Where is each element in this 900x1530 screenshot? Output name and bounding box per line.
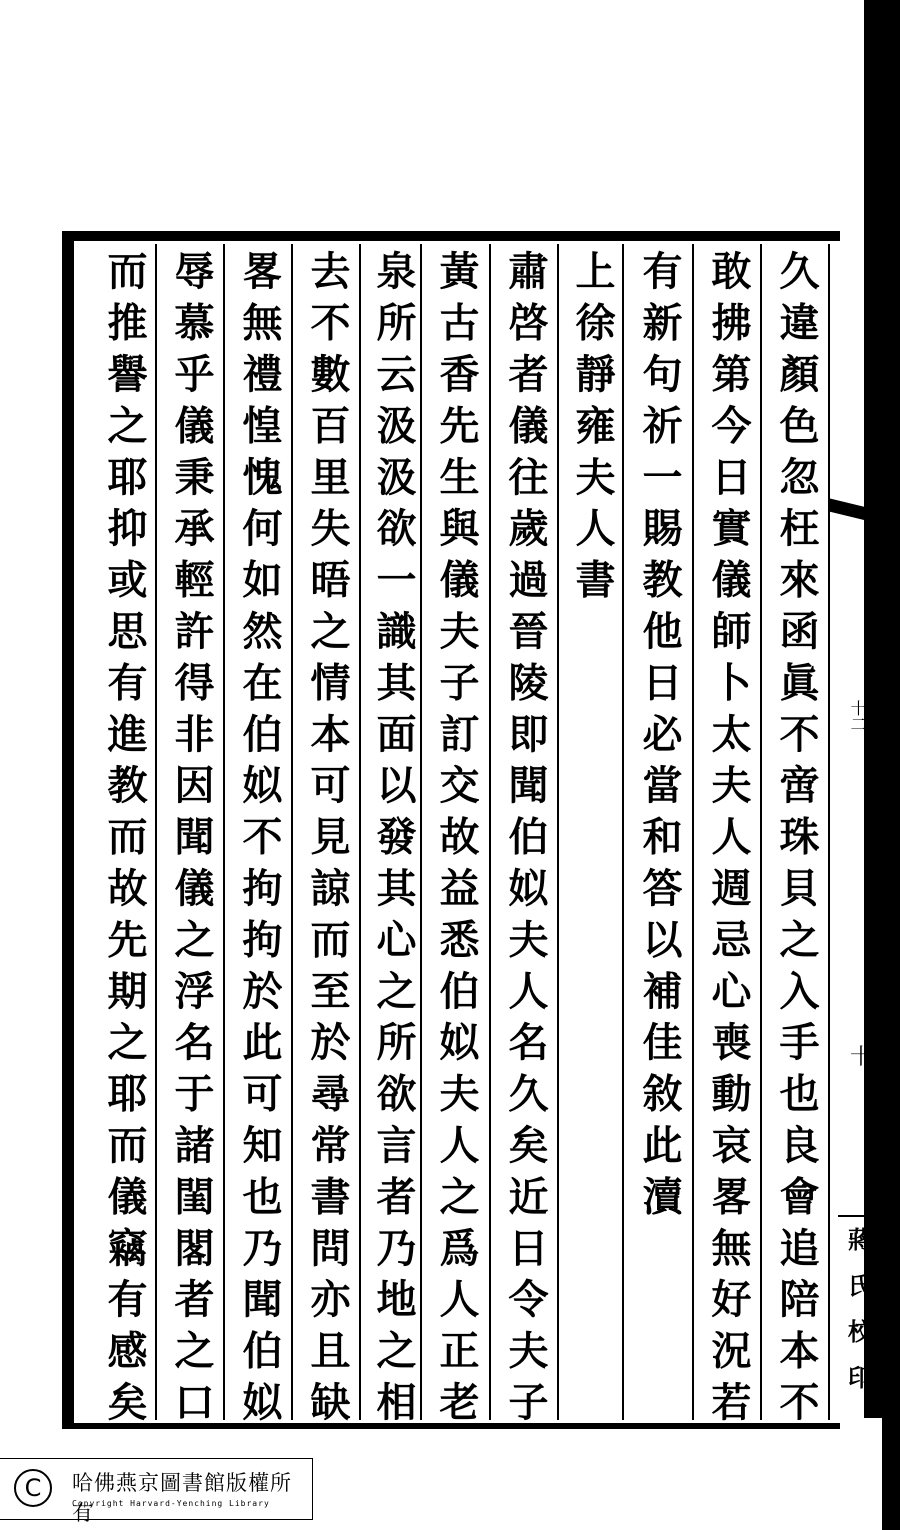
text-column: 去不數百里失晤之情本可見諒而至於尋常書問亦且缺	[304, 250, 351, 1433]
text-column: 泉所云汲汲欲一識其面以發其心之所欲言者乃地之相	[370, 250, 417, 1433]
text-column: 肅啓者儀往歲過晉陵即聞伯姒夫人名久矣近日令夫子	[502, 250, 549, 1433]
text-column: 畧無禮惶愧何如然在伯姒不拘拘於此可知也乃聞伯姒	[236, 250, 283, 1433]
text-column: 敢拂第今日實儀師卜太夫人週忌心喪動哀畧無好況若	[705, 250, 752, 1433]
text-column: 辱慕乎儀秉承輕許得非因聞儀之浮名于諸閨閣者之口	[168, 250, 215, 1433]
text-column: 有新句祈一賜教他日必當和答以補佳敘此瀆	[636, 250, 683, 1227]
text-column: 上徐靜雍夫人書	[569, 250, 616, 610]
page-number: 十二	[848, 700, 867, 732]
seal-character: 蔣	[848, 1225, 872, 1254]
spine-notch	[864, 1418, 882, 1530]
column-rule	[692, 244, 694, 1420]
copyright-chinese: 哈佛燕京圖書館版權所有	[72, 1471, 292, 1525]
copyright-banner	[0, 1458, 313, 1525]
copyright-icon: C	[14, 1469, 52, 1507]
column-rule	[291, 244, 293, 1420]
page-number-lower: 十	[850, 1045, 873, 1070]
seal-character: 校	[848, 1317, 872, 1346]
column-rule	[489, 244, 491, 1420]
copyright-english: Copyright Harvard-Yenching Library	[72, 1499, 270, 1508]
column-rule	[557, 244, 559, 1420]
column-rule	[760, 244, 762, 1420]
text-column: 久違顏色忽枉來函眞不啻珠貝之入手也良會追陪本不	[773, 250, 820, 1433]
text-column: 而推譽之耶抑或思有進教而故先期之耶而儀竊有感矣	[101, 250, 148, 1433]
seal-character: 氏	[848, 1271, 872, 1300]
column-rule	[223, 244, 225, 1420]
seal-character: 印	[848, 1363, 872, 1392]
column-rule	[359, 244, 361, 1420]
column-rule	[828, 244, 830, 1420]
text-column: 黃古香先生與儀夫子訂交故益悉伯姒夫人之爲人正老	[433, 250, 480, 1433]
column-rule	[155, 244, 157, 1420]
collector-seal	[838, 1215, 882, 1422]
